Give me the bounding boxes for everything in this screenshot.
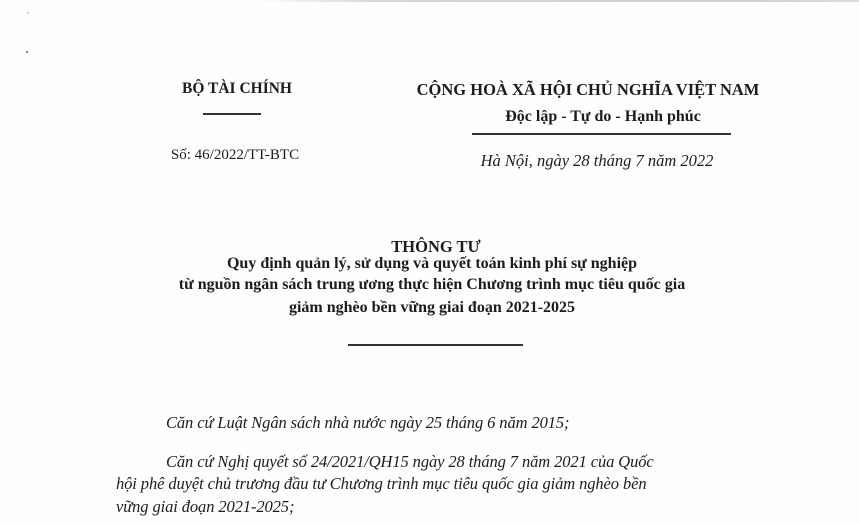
scan-speck: [26, 51, 28, 53]
legal-basis-paragraph-cont: vững giai đoạn 2021-2025;: [116, 497, 295, 516]
subject-line: từ nguồn ngân sách trung ương thực hiện Chương trình mục tiêu quốc gia: [178, 276, 686, 293]
ministry-name: BỘ TÀI CHÍNH: [182, 80, 292, 97]
scan-speck: [27, 12, 29, 14]
document-type: THÔNG TƯ: [391, 237, 481, 256]
national-motto: Độc lập - Tự do - Hạnh phúc: [505, 108, 701, 125]
document-number: Số: 46/2022/TT-BTC: [170, 147, 300, 163]
subject-line: Quy định quản lý, sử dụng và quyết toán kinh phí sự nghiệp: [226, 255, 638, 272]
place-date: Hà Nội, ngày 28 tháng 7 năm 2022: [480, 151, 714, 170]
national-title: CỘNG HOÀ XÃ HỘI CHỦ NGHĨA VIỆT NAM: [416, 80, 760, 99]
divider-title: [348, 344, 523, 346]
divider-ministry: [203, 113, 261, 115]
legal-basis-paragraph: Căn cứ Nghị quyết số 24/2021/QH15 ngày 28 tháng 7 năm 2021 của Quốc: [166, 452, 654, 471]
legal-basis-paragraph: Căn cứ Luật Ngân sách nhà nước ngày 25 tháng 6 năm 2015;: [166, 413, 570, 432]
subject-line: giảm nghèo bền vững giai đoạn 2021-2025: [288, 299, 576, 316]
scan-edge: [255, 0, 859, 2]
divider-motto: [472, 133, 731, 135]
legal-basis-paragraph-cont: hội phê duyệt chủ trương đầu tư Chương trình mục tiêu quốc gia giảm nghèo bền: [116, 474, 647, 493]
